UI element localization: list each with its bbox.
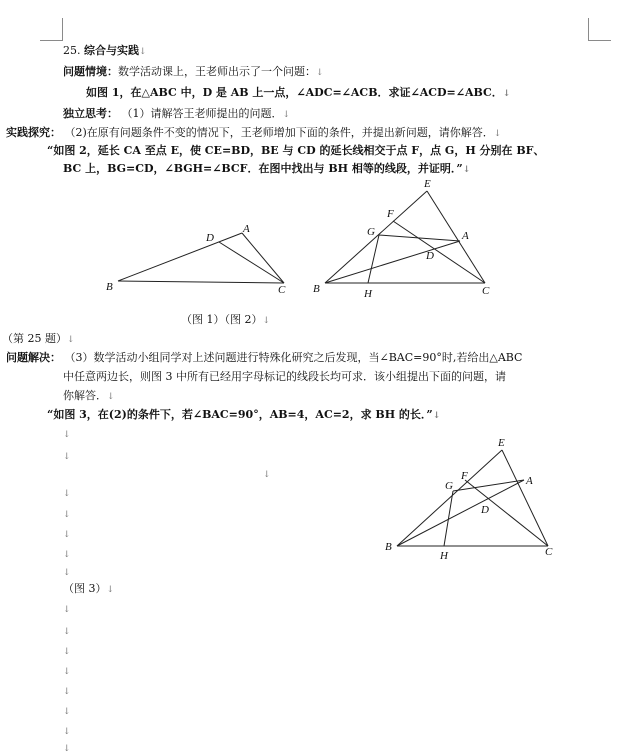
fig3-caption-text: （图 3） bbox=[63, 582, 107, 595]
figure-1 bbox=[100, 220, 300, 300]
figure-2 bbox=[310, 175, 510, 300]
fig2-label-E: E bbox=[424, 178, 431, 190]
independent-label: 独立思考： bbox=[63, 107, 118, 120]
solve-line3: 你解答．↓ bbox=[63, 389, 115, 402]
fig2-label-F: F bbox=[387, 208, 394, 220]
fig1-statement: 如图 1，在△ABC 中，D 是 AB 上一点，∠ADC=∠ACB．求证∠ACD=∠ABC．↓ bbox=[86, 86, 511, 99]
fig1-label-A: A bbox=[243, 223, 250, 235]
problem-heading: 25. 综合与实践↓ bbox=[63, 44, 147, 57]
fig3-label-D: D bbox=[481, 504, 489, 516]
fig3-label-E: E bbox=[498, 437, 505, 449]
fig3-label-B: B bbox=[385, 541, 392, 553]
practice-quote-line2: BC 上，BG=CD，∠BGH=∠BCF．在图中找出与 BH 相等的线段，并证明．”↓ bbox=[63, 162, 471, 175]
practice-label: 实践探究： bbox=[6, 126, 61, 139]
problem-number: 25. bbox=[63, 44, 81, 57]
situation-line: 问题情境：数学活动课上，王老师出示了一个问题：↓ bbox=[63, 65, 324, 78]
fig2-label-G: G bbox=[367, 226, 375, 238]
fig2-label-H: H bbox=[364, 288, 372, 300]
fig1-label-D: D bbox=[206, 232, 214, 244]
fig2-label-B: B bbox=[313, 283, 320, 295]
crop-mark-top-right bbox=[588, 18, 611, 41]
fig2-label-D: D bbox=[426, 250, 434, 262]
problem-label-line: （第 25 题）↓ bbox=[2, 332, 75, 345]
practice-text: （2)在原有问题条件不变的情况下，王老师增加下面的条件，并提出新问题，请你解答． bbox=[64, 126, 494, 139]
solve-label: 问题解决： bbox=[6, 351, 61, 364]
practice-quote-line1 bbox=[47, 144, 544, 158]
fig3-label-C: C bbox=[545, 546, 553, 558]
fig1-label-C: C bbox=[278, 284, 286, 296]
figure-caption-text: （图 1）（图 2） bbox=[181, 313, 263, 326]
fig3-label-A: A bbox=[526, 475, 533, 487]
situation-label: 问题情境： bbox=[63, 65, 118, 78]
situation-text: 数学活动课上，王老师出示了一个问题： bbox=[118, 65, 316, 78]
fig3-label-F: F bbox=[461, 470, 468, 482]
problem-title: 综合与实践 bbox=[84, 44, 139, 57]
fig2-label-A: A bbox=[462, 230, 469, 242]
solve-line3-text: 你解答． bbox=[63, 389, 107, 402]
practice-quote-line1-text: “如图 2，延长 CA 至点 E，使 CE=BD，BE 与 CD 的延长线相交于点 F，点 G，H 分别在 BF、 bbox=[47, 144, 545, 157]
fig3-caption: （图 3）↓ bbox=[63, 582, 115, 595]
fig1-statement-text: 如图 1，在△ABC 中，D 是 AB 上一点，∠ADC=∠ACB．求证∠ACD=∠ABC． bbox=[86, 86, 503, 99]
solve-quote: “如图 3，在(2)的条件下，若∠BAC=90°，AB=4，AC=2，求 BH 的长．”↓ bbox=[47, 408, 441, 421]
fig1-label-B: B bbox=[106, 281, 113, 293]
independent-line: 独立思考： （1）请解答王老师提出的问题．↓ bbox=[63, 107, 291, 120]
practice-line: 实践探究： （2)在原有问题条件不变的情况下，王老师增加下面的条件，并提出新问题，请你解答．↓ bbox=[6, 126, 502, 139]
solve-quote-text: “如图 3，在(2)的条件下，若∠BAC=90°，AB=4，AC=2，求 BH 的长．” bbox=[47, 408, 433, 421]
solve-line2 bbox=[63, 370, 506, 384]
figure-3 bbox=[385, 435, 565, 565]
fig3-label-G: G bbox=[445, 480, 453, 492]
solve-line1-text: （3）数学活动小组同学对上述问题进行特殊化研究之后发现，当∠BAC=90°时,若给出△ABC bbox=[64, 351, 523, 364]
solve-line1 bbox=[6, 351, 522, 365]
problem-label: （第 25 题） bbox=[2, 332, 67, 345]
practice-quote-line2-text: BC 上，BG=CD，∠BGH=∠BCF．在图中找出与 BH 相等的线段，并证明．” bbox=[63, 162, 463, 175]
fig3-label-H: H bbox=[440, 550, 448, 562]
figure-caption: （图 1）（图 2）↓ bbox=[181, 313, 271, 326]
fig2-label-C: C bbox=[482, 285, 490, 297]
independent-text: （1）请解答王老师提出的问题． bbox=[121, 107, 283, 120]
solve-line2-text: 中任意两边长，则图 3 中所有已经用字母标记的线段长均可求．该小组提出下面的问题，请 bbox=[63, 370, 506, 383]
crop-mark-top-left bbox=[40, 18, 63, 41]
